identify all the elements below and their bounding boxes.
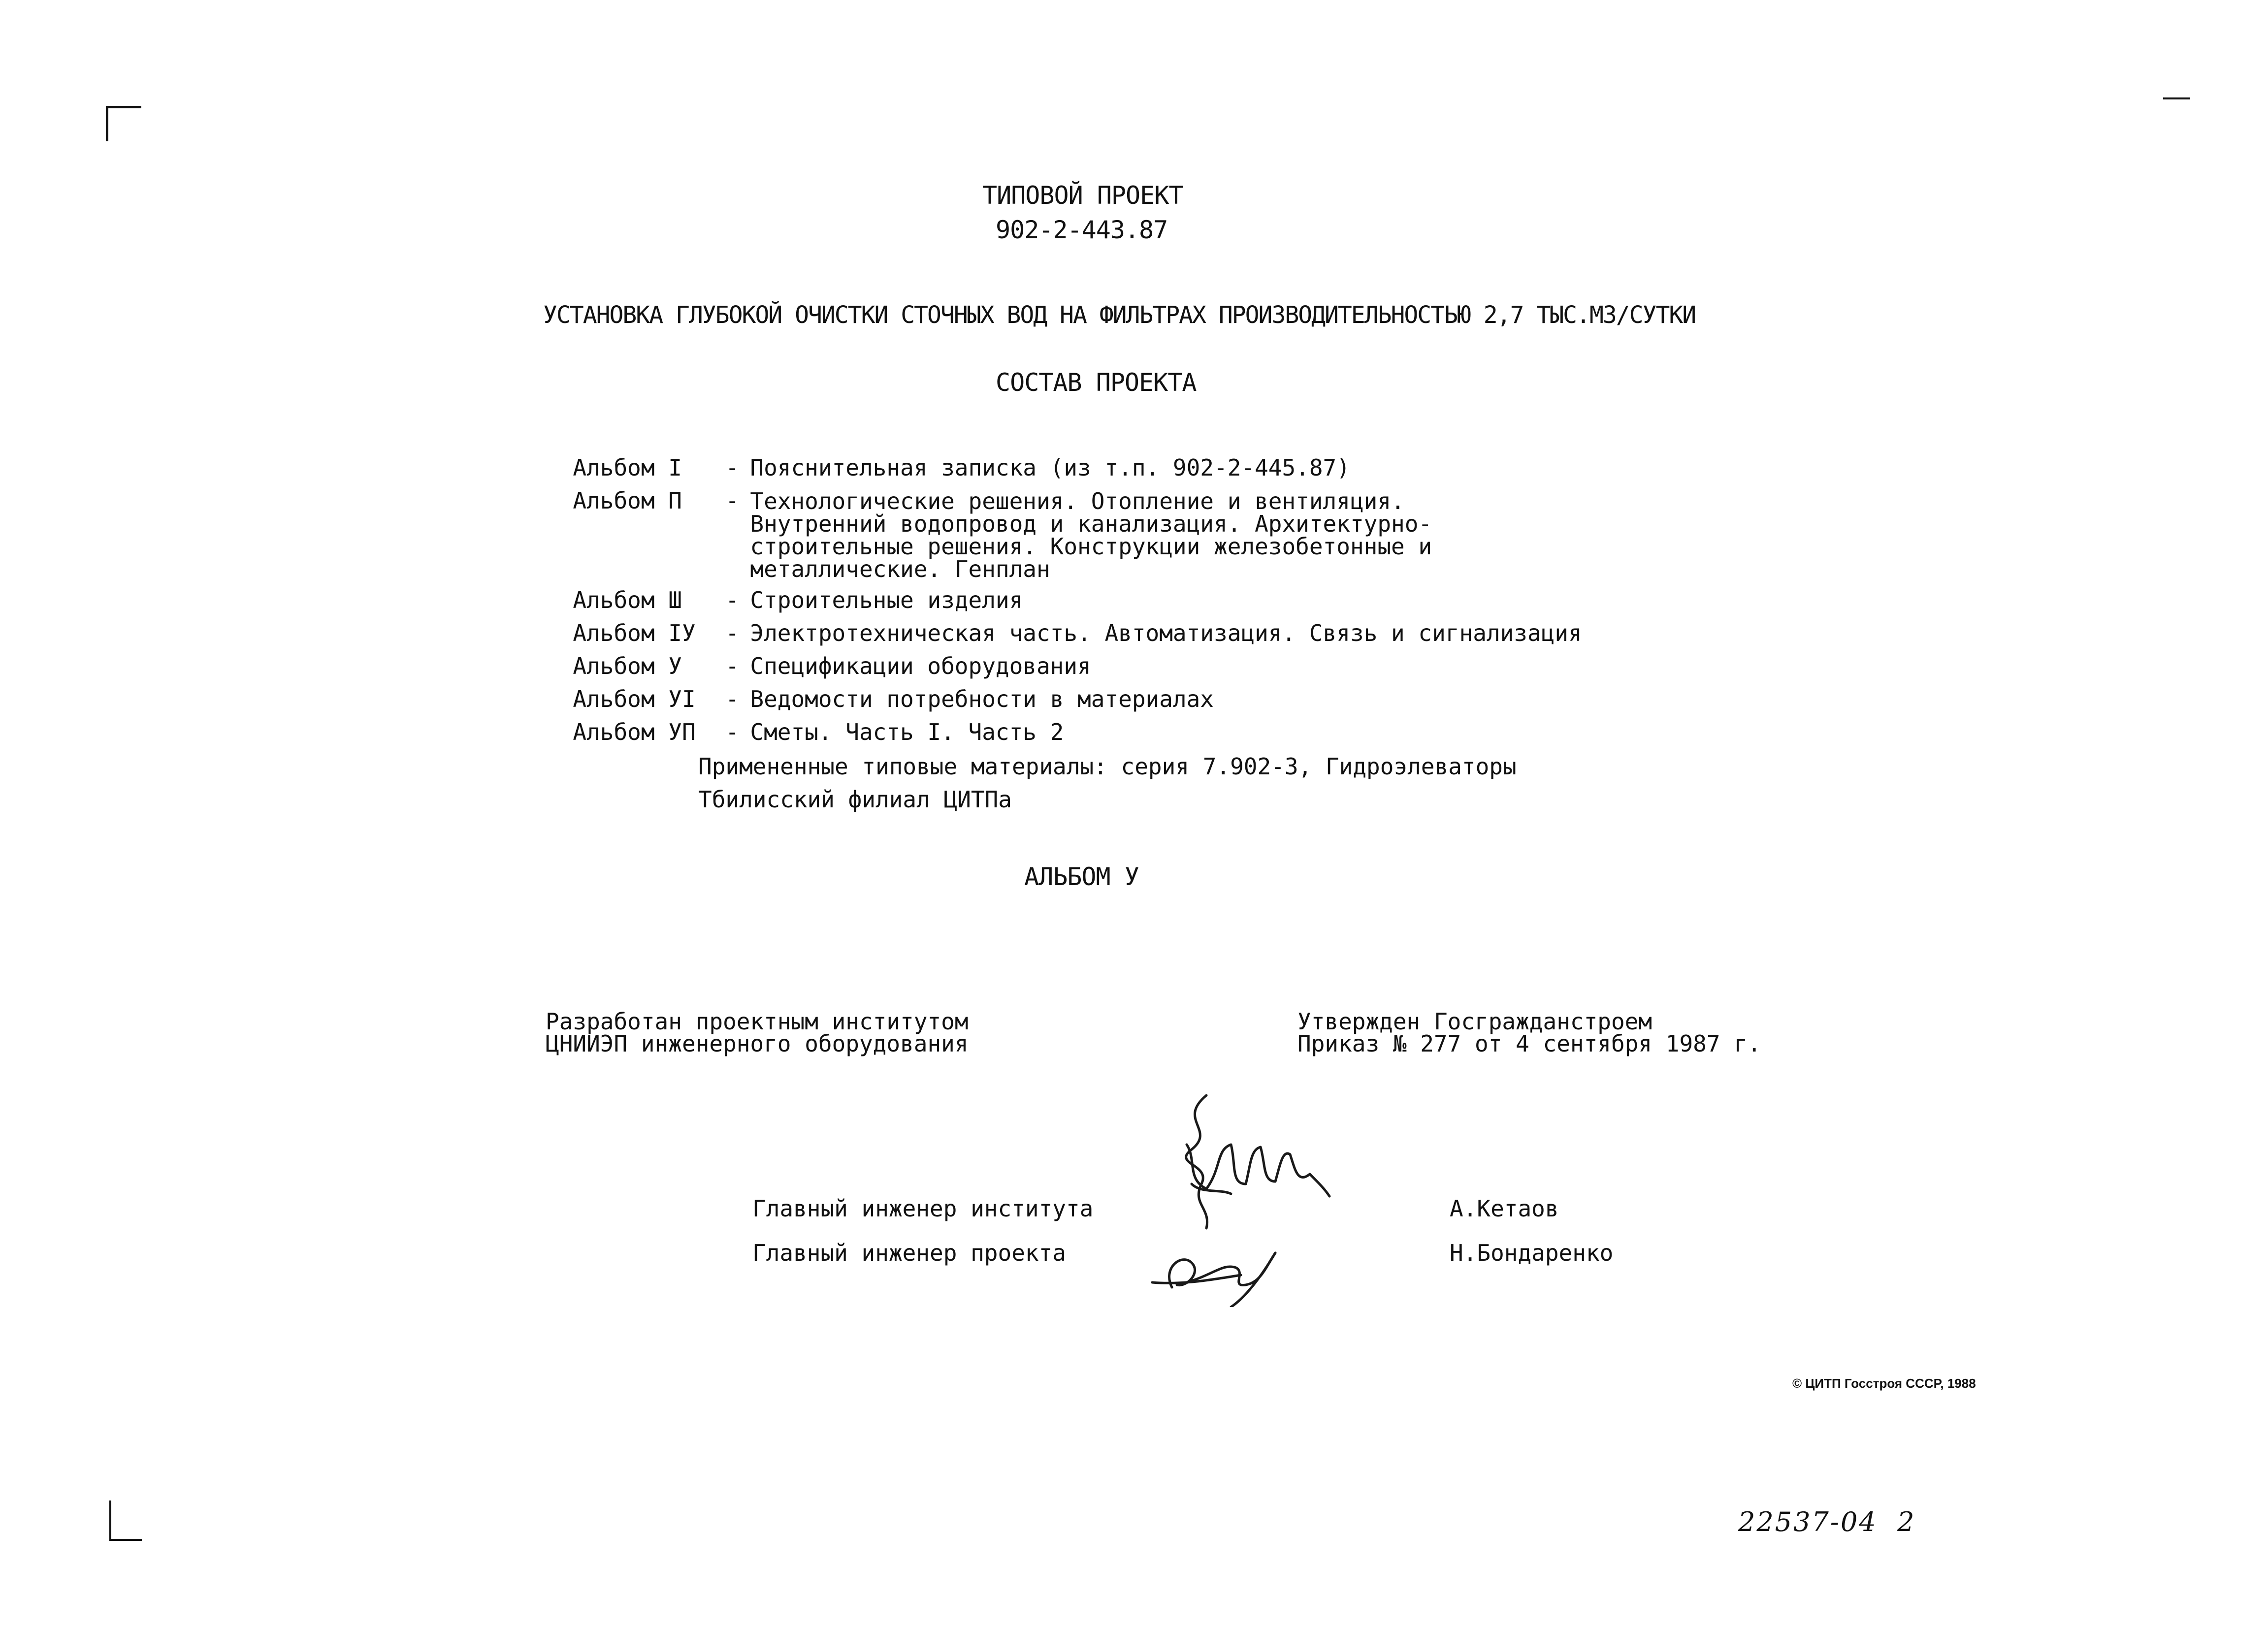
album-description: Сметы. Часть I. Часть 2: [750, 719, 1064, 745]
approval-line-1: Утвержден Госгражданстроем: [1297, 1008, 1652, 1035]
album-description: Строительные изделия: [750, 587, 1023, 613]
crop-mark-top-left-horizontal: [106, 106, 141, 108]
album-description: Ведомости потребности в материалах: [750, 686, 1214, 712]
crop-mark-bottom-left-vertical: [109, 1500, 111, 1541]
album-label: Альбом П: [573, 487, 682, 514]
signature-graphic: [1133, 1090, 1369, 1307]
album-description-line: Внутренний водопровод и канализация. Архитектурно-: [750, 511, 1432, 537]
album-label: Альбом I: [573, 454, 682, 481]
album-dash: -: [725, 487, 740, 514]
album-dash: -: [725, 653, 740, 679]
applied-materials-source: Тбилисский филиал ЦИТПа: [698, 786, 1012, 813]
album-dash: -: [725, 587, 740, 613]
composition-heading: СОСТАВ ПРОЕКТА: [996, 368, 1197, 397]
signatory-role: Главный инженер института: [752, 1195, 1094, 1222]
album-description: [750, 490, 1432, 580]
album-description: Пояснительная записка (из т.п. 902-2-445.87): [750, 454, 1350, 481]
crop-mark-bottom-left-horizontal: [109, 1539, 142, 1541]
album-dash: -: [725, 719, 740, 745]
album-row: [546, 468, 1432, 580]
signatory-name: Н.Бондаренко: [1450, 1240, 1614, 1266]
signatory-name: А.Кетаов: [1450, 1195, 1559, 1222]
album-description-line: металлические. Генплан: [750, 556, 1050, 582]
album-label: Альбом У: [573, 653, 682, 679]
approval-line-2: Приказ № 277 от 4 сентября 1987 г.: [1297, 1030, 1761, 1057]
developer-line-2: ЦНИИЭП инженерного оборудования: [546, 1030, 969, 1057]
project-subject: УСТАНОВКА ГЛУБОКОЙ ОЧИСТКИ СТОЧНЫХ ВОД НА ФИЛЬТРАХ ПРОИЗВОДИТЕЛЬНОСТЬЮ 2,7 ТЫС.М3/СУТКИ: [543, 301, 1696, 329]
current-album-title: АЛЬБОМ У: [1024, 862, 1139, 891]
inventory-number: 22537-04 2: [1738, 1506, 1916, 1537]
signatory-role: Главный инженер проекта: [752, 1240, 1066, 1266]
album-description: Спецификации оборудования: [750, 653, 1091, 679]
album-dash: -: [725, 454, 740, 481]
album-dash: -: [725, 686, 740, 712]
album-label: Альбом IУ: [573, 620, 696, 646]
developer-line-1: Разработан проектным институтом: [546, 1008, 969, 1035]
album-label: Альбом Ш: [573, 587, 682, 613]
album-description: Электротехническая часть. Автоматизация. Связь и сигнализация: [750, 620, 1582, 646]
album-description-line: строительные решения. Конструкции железобетонные и: [750, 533, 1432, 560]
album-description-line: Технологические решения. Отопление и вентиляция.: [750, 488, 1405, 514]
copyright-notice: © ЦИТП Госстроя СССР, 1988: [1792, 1376, 1976, 1391]
album-label: Альбом УП: [573, 719, 696, 745]
project-number: 902-2-443.87: [996, 216, 1168, 244]
album-row: [546, 700, 1064, 743]
crop-mark-top-left-vertical: [106, 106, 108, 141]
applied-materials-line: Примененные типовые материалы: серия 7.902-3, Гидроэлеваторы: [698, 753, 1517, 780]
album-label: Альбом УI: [573, 686, 696, 712]
project-type-title: ТИПОВОЙ ПРОЕКТ: [982, 181, 1183, 210]
crop-mark-top-right: [2163, 97, 2190, 99]
album-dash: -: [725, 620, 740, 646]
